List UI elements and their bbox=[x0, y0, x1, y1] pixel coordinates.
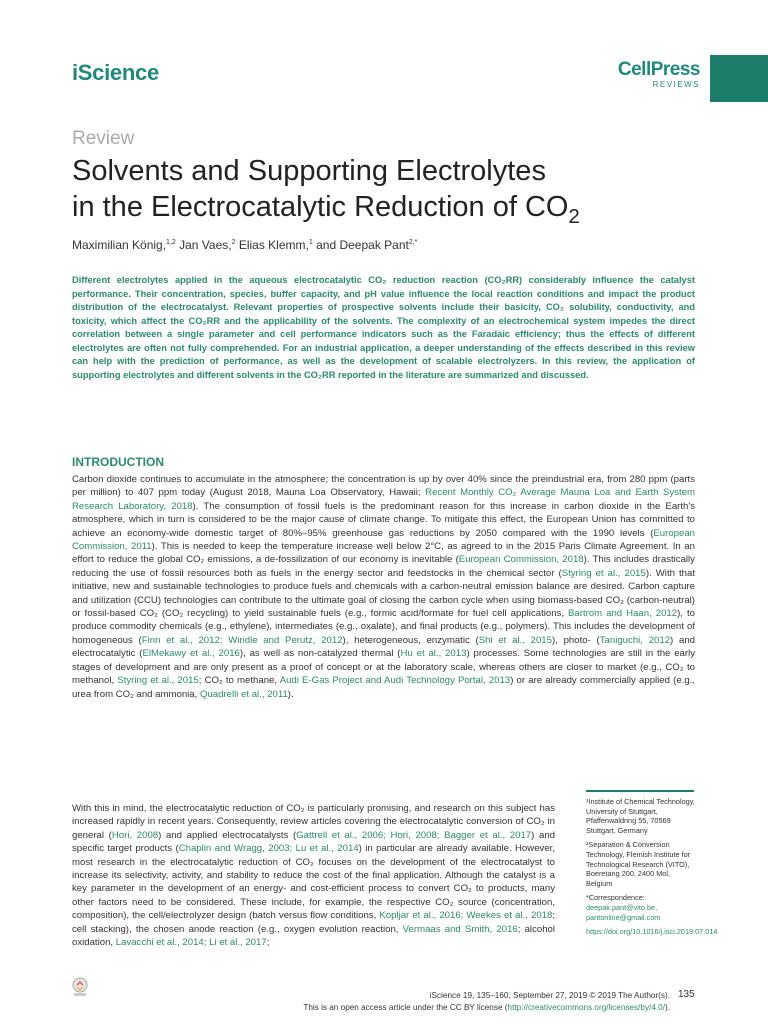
journal-logo: iScience bbox=[72, 60, 159, 85]
email-link-1[interactable]: deepak.pant@vito.be, bbox=[586, 902, 658, 912]
body-text-run: ). This is needed to keep the temperature increase well below 2°C, as agreed to in the 2015 Paris Climate Agreement. In an effort to reduce the global CO₂ emissions, a de-fossilization of our economy is inevitable ( bbox=[72, 541, 695, 566]
body-text-run: ). This includes drastically reducing the use of fossil resources both as fuels in the energy sector and feedstocks in the chemical sector ( bbox=[72, 554, 695, 579]
reference-link[interactable]: European Commission, 2011 bbox=[72, 527, 695, 553]
author-name: Elias Klemm, bbox=[235, 238, 309, 252]
reference-link[interactable]: ElMekawy et al., 2016 bbox=[142, 648, 240, 660]
author-affiliation-marker: 2,* bbox=[408, 239, 418, 246]
author-affiliation-marker: 1 bbox=[308, 239, 313, 246]
author-affiliation-marker: 1,2 bbox=[166, 239, 176, 246]
reference-link[interactable]: Finn et al., 2012; Windle and Perutz, 2012 bbox=[141, 634, 343, 646]
reference-link[interactable]: Styring et al., 2015 bbox=[117, 675, 199, 687]
article-type-label: Review bbox=[72, 128, 135, 149]
publisher-logo-subtitle: REVIEWS bbox=[652, 80, 700, 89]
reference-link[interactable]: Kopljar et al., 2016; Weekes et al., 2018 bbox=[379, 910, 553, 922]
title-line-1: Solvents and Supporting Electrolytes bbox=[72, 155, 546, 187]
section-heading-introduction: INTRODUCTION bbox=[72, 455, 164, 469]
body-text-run: ; bbox=[266, 937, 270, 949]
author-name: and Deepak Pant bbox=[312, 238, 409, 252]
publisher-logo bbox=[600, 60, 700, 90]
reference-link[interactable]: Styring et al., 2015 bbox=[561, 567, 646, 579]
affiliation-1: ¹Institute of Chemical Technology, University of Stuttgart, Pfaffenwaldring 55, 70569 Stuttgart, Germany bbox=[586, 797, 695, 835]
article-title bbox=[72, 153, 692, 235]
body-text-run: ) processes. Some technologies are still in the early stages of development and are only present as a proof of concept or at the laboratory scale, whereas others are closer to market (e.g., CO₂ to methanol, bbox=[72, 648, 696, 687]
body-text-run: ) in particular are already available. However, most research in the electrocatalytic reduction of CO₂ focuses on the development of the electrocatalyst to increase its selectivity, activity, and stability to reduce the cost of the final application. Although the catalyst is a key parameter in the development of an energy- and cost-efficient process to convert CO₂ to products, many other factors need to be considered. These include, for example, the respective CO₂ source (concentration, composition), the cell/electrolyzer design (batch versus flow conditions, bbox=[72, 843, 555, 922]
reference-link[interactable]: European Commission, 2018 bbox=[458, 554, 584, 566]
reference-link[interactable]: Bartrom and Haan, 2012 bbox=[568, 608, 678, 620]
body-text-run: Carbon dioxide continues to accumulate in the atmosphere; the concentration is up by over 40% since the preindustrial era, from 280 ppm (parts per million) to 407 ppm today (August 2018, Mauna Loa Observatory, Hawaii; bbox=[72, 474, 695, 499]
body-text-run: ; CO₂ to methane, bbox=[198, 675, 280, 687]
reference-link[interactable]: Taniguchi, 2012 bbox=[599, 634, 671, 646]
header-color-tab bbox=[710, 55, 768, 102]
body-text-run: ; alcohol oxidation, bbox=[72, 923, 555, 949]
publisher-logo-text: CellPress bbox=[617, 59, 700, 80]
body-text-run: ; cell stacking), the chosen anode reaction (e.g., oxygen evolution reaction, bbox=[72, 910, 555, 935]
body-paragraph-1 bbox=[72, 473, 695, 701]
affiliation-2: ²Separation & Conversion Technology, Flemish Institute for Technological Research (VITO), Boeretang 200, 2400 Mol, Belgium bbox=[586, 840, 691, 888]
reference-link[interactable]: Hori, 2008 bbox=[111, 829, 159, 841]
title-line-2: in the Electrocatalytic Reduction of CO bbox=[72, 191, 569, 223]
license-line bbox=[200, 1003, 670, 1012]
license-text-post: ). bbox=[664, 1003, 670, 1012]
author-list bbox=[72, 238, 692, 252]
page-number: 135 bbox=[678, 989, 695, 1000]
citation-line: iScience 19, 135–160, September 27, 2019 © 2019 The Author(s). bbox=[429, 991, 670, 1000]
body-text-run: ). The consumption of fossil fuels is the predominant reason for this increase in carbon dioxide in the Earth's atmosphere, which in turn is considered to be the major cause of climate change. To mitigate this effect, the European Union has committed to achieve an economy-wide domestic target of 80%–95% greenhouse gas reductions by 2050 compared with the 1990 levels ( bbox=[72, 500, 695, 539]
license-text-pre: This is an open access article under the CC BY license ( bbox=[303, 1003, 508, 1012]
email-link-2[interactable]: pantonline@gmail.com bbox=[586, 912, 661, 922]
body-text-run: ), heterogeneous, enzymatic ( bbox=[342, 634, 479, 646]
title-subscript: 2 bbox=[568, 205, 580, 228]
reference-link[interactable]: Chaplin and Wragg, 2003; Lu et al., 2014 bbox=[178, 843, 359, 855]
reference-link[interactable]: Gattrell et al., 2006; Hori, 2008; Bagger et al., 2017 bbox=[296, 829, 532, 841]
body-text-run: ). bbox=[287, 688, 294, 700]
license-link[interactable]: http://creativecommons.org/licenses/by/4.0/ bbox=[507, 1003, 665, 1012]
body-text-run: ). With that initiative, new and sustainable technologies to produce fuels and chemicals with a carbon-neutral emission balance are desired. Carbon capture and utilization (CCU) technologies can contribute to the ultimate goal of closing the carbon cycle when using biomass-based CO₂ (carbon-neutral) or fossil-based CO₂ (CO₂ recycling) to yield sustainable fuels (e.g., formic acid/formate for fuel cell applications, bbox=[72, 567, 695, 620]
body-text-run: ) and applied electrocatalysts ( bbox=[158, 829, 297, 841]
affiliations-sidebar bbox=[586, 797, 718, 937]
author-name: Jan Vaes, bbox=[175, 238, 232, 252]
body-text-run: ), as well as non-catalyzed thermal ( bbox=[239, 648, 401, 660]
body-text-run: ) or are already commercially applied (e.g., urea from CO₂ and ammonia, bbox=[72, 675, 695, 700]
reference-link[interactable]: Quadrelli et al., 2011 bbox=[199, 688, 288, 700]
doi-link[interactable]: https://doi.org/10.1016/j.isci.2019.07.014 bbox=[586, 927, 718, 937]
reference-link[interactable]: Hu et al., 2013 bbox=[400, 648, 467, 660]
author-affiliation-marker: 2 bbox=[231, 239, 236, 246]
correspondence-label: *Correspondence: bbox=[586, 893, 645, 903]
reference-link[interactable]: Lavacchi et al., 2014; Li et al., 2017 bbox=[115, 937, 267, 949]
check-for-updates-icon[interactable] bbox=[72, 977, 88, 997]
reference-link[interactable]: Vermaas and Smith, 2016 bbox=[402, 923, 518, 935]
body-text-run: ) and specific target products ( bbox=[72, 829, 556, 855]
body-text-run: ) and electrocatalytic ( bbox=[72, 634, 695, 660]
reference-link[interactable]: Audi E-Gas Project and Audi Technology Portal, 2013 bbox=[279, 675, 511, 687]
body-text-run: With this in mind, the electrocatalytic reduction of CO₂ is particularly promising, and research on this subject has increased rapidly in recent years. Consequently, review articles covering the electrocatalytic conversion of CO₂ in general ( bbox=[72, 803, 555, 841]
body-text-run: ), photo- ( bbox=[551, 634, 600, 646]
reference-link[interactable]: Shi et al., 2015 bbox=[478, 634, 552, 646]
body-text-run: ), to produce commodity chemicals (e.g., ethylene), intermediates (e.g., oxalate), and final products (e.g., polymers). This includes the development of homogeneous ( bbox=[72, 608, 695, 646]
reference-link[interactable]: Recent Monthly CO₂ Average Mauna Loa and Earth System Research Laboratory, 2018 bbox=[72, 487, 695, 512]
body-paragraph-2 bbox=[72, 802, 555, 949]
affiliation-divider bbox=[586, 790, 694, 792]
author-name: Maximilian König, bbox=[72, 238, 167, 252]
abstract: Different electrolytes applied in the aqueous electrocatalytic CO₂ reduction reaction (CO₂RR) considerably influence the catalyst performance. Their concentration, species, buffer capacity, and pH value influence the local reaction conditions and impact the product distribution of the electrocatalyst. Relevant properties of prospective solvents include their basicity, CO₂ solubility, conductivity, and toxicity, which affect the CO₂RR and the applicability of the solvents. The complexity of an electrochemical system impedes the direct correlation between a single parameter and cell performance indicators such as the Faradaic efficiency; thus the effects of different electrolytes are often not fully comprehended. For an industrial application, a deeper understanding of the effects described in this review can help with the prediction of performance, as well as the development of scalable electrolyzers. In this review, the application of supporting electrolytes and different solvents in the CO₂RR reported in the literature are summarized and discussed. bbox=[72, 275, 695, 380]
